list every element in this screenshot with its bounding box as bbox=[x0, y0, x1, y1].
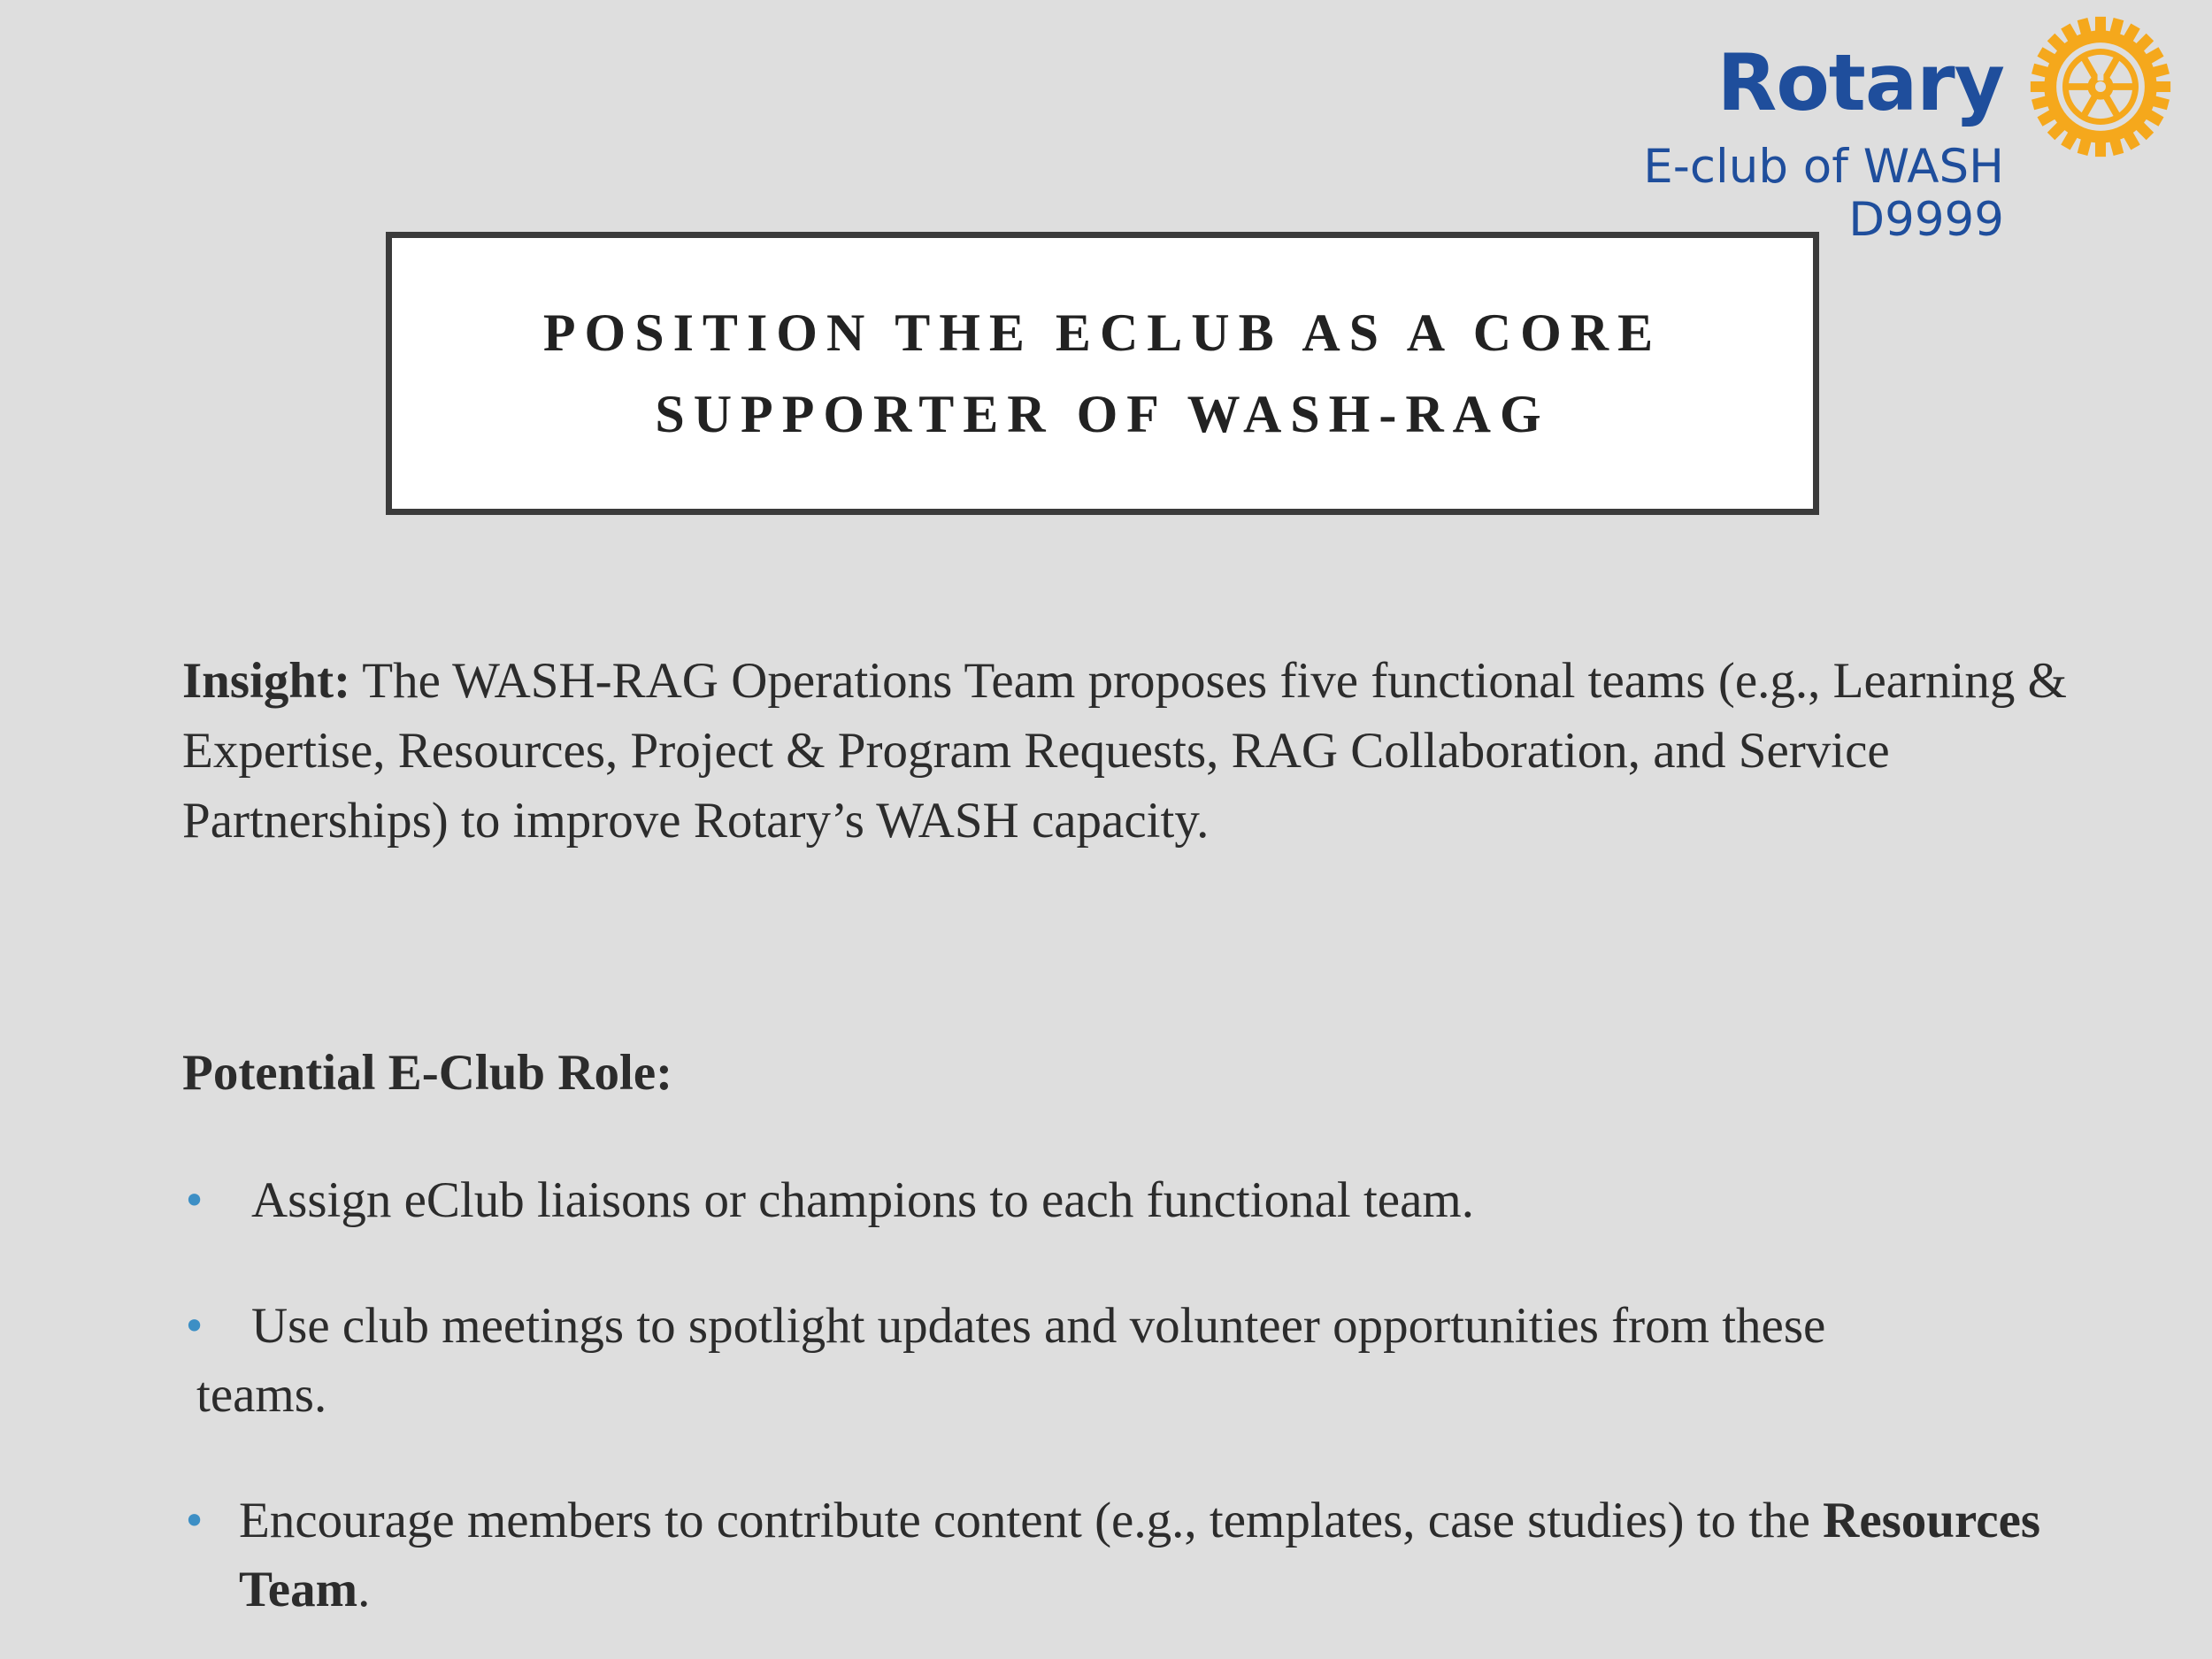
list-item bbox=[182, 1292, 2085, 1430]
insight-text: The WASH-RAG Operations Team proposes five functional teams (e.g., Learning & Expertise, Resources, Project & Program Requests, RAG Collaboration, and Service Partnerships) to improve Rotary’s WASH capacity. bbox=[182, 653, 2067, 849]
bullet-bold-text: Resources Team bbox=[239, 1493, 2041, 1617]
bullet-icon: • bbox=[182, 1177, 207, 1225]
list-item bbox=[182, 1166, 2085, 1235]
bullet-text: Encourage members to contribute content (e.g., templates, case studies) to the bbox=[239, 1493, 1824, 1548]
role-bullet-list bbox=[182, 1166, 2085, 1624]
bullet-text: Use club meetings to spotlight updates and volunteer opportunities from these bbox=[251, 1298, 1826, 1354]
page-title: POSITION THE ECLUB AS A CORE SUPPORTER OF WASH-RAG bbox=[542, 303, 1663, 443]
bullet-suffix: . bbox=[357, 1562, 371, 1617]
role-heading: Potential E-Club Role: bbox=[182, 1045, 673, 1101]
logo-district: D9999 bbox=[1848, 193, 2004, 247]
bullet-text: Assign eClub liaisons or champions to each functional team. bbox=[251, 1172, 1474, 1228]
rotary-wheel-icon bbox=[2024, 11, 2177, 163]
title-box bbox=[386, 232, 1819, 515]
list-item bbox=[182, 1486, 2085, 1624]
bullet-icon: • bbox=[182, 1497, 207, 1545]
bullet-text-continuation: teams. bbox=[196, 1367, 327, 1423]
insight-label: Insight: bbox=[182, 653, 351, 709]
bullet-icon: • bbox=[182, 1302, 207, 1350]
logo-rotary-wordmark: Rotary bbox=[1717, 37, 2004, 128]
insight-paragraph bbox=[182, 646, 2067, 856]
logo-club-name: E-club of WASH bbox=[1643, 140, 2004, 194]
rotary-logo bbox=[1643, 11, 2177, 247]
